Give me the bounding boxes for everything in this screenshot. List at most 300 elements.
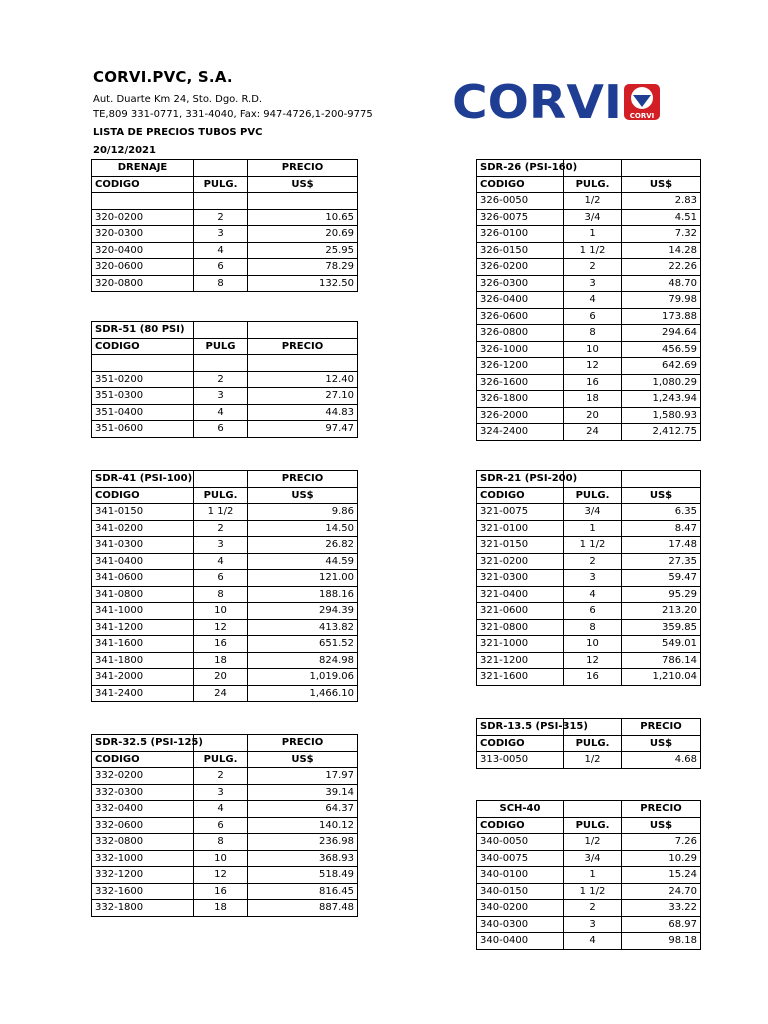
price-cell: 549.01 [622, 636, 701, 653]
price-cell: 1,210.04 [622, 669, 701, 686]
table-row [92, 570, 358, 587]
price-cell: 12.40 [248, 371, 358, 388]
price-cell: 824.98 [248, 652, 358, 669]
code-cell: 321-0150 [477, 537, 564, 554]
size-cell: 6 [194, 817, 248, 834]
price-cell: 26.82 [248, 537, 358, 554]
table-row [92, 404, 358, 421]
price-cell [248, 355, 358, 372]
size-cell: 20 [194, 669, 248, 686]
size-cell: 3 [194, 388, 248, 405]
table-header-row [477, 735, 701, 752]
code-cell: 351-0200 [92, 371, 194, 388]
column-header: CODIGO [477, 817, 564, 834]
price-cell: 4.51 [622, 209, 701, 226]
table-sch-40 [476, 800, 701, 950]
price-cell: 59.47 [622, 570, 701, 587]
price-cell: 20.69 [248, 226, 358, 243]
code-cell: 332-1800 [92, 900, 194, 917]
table-row [477, 586, 701, 603]
code-cell: 320-0300 [92, 226, 194, 243]
code-cell: 332-0400 [92, 801, 194, 818]
price-cell: 68.97 [622, 916, 701, 933]
size-cell: 12 [564, 652, 622, 669]
size-cell: 2 [194, 520, 248, 537]
column-header: US$ [622, 176, 701, 193]
table-row [92, 768, 358, 785]
column-header: CODIGO [92, 487, 194, 504]
code-cell: 326-1600 [477, 374, 564, 391]
code-cell: 341-2400 [92, 685, 194, 702]
corvi-badge-icon [624, 84, 660, 120]
size-cell: 1/2 [564, 834, 622, 851]
price-cell: 97.47 [248, 421, 358, 438]
price-cell: 48.70 [622, 275, 701, 292]
size-cell: 1 1/2 [564, 883, 622, 900]
table-title-cell: SDR-32.5 (PSI-125) [92, 735, 194, 752]
table-row [92, 520, 358, 537]
letterhead [93, 68, 373, 158]
column-header: US$ [248, 751, 358, 768]
table-row [92, 817, 358, 834]
table-title-row [92, 160, 358, 177]
size-cell: 2 [564, 259, 622, 276]
table-title-row [92, 322, 358, 339]
table-row [477, 292, 701, 309]
table-row [477, 424, 701, 441]
price-cell: 294.39 [248, 603, 358, 620]
table-row [477, 669, 701, 686]
price-cell: 140.12 [248, 817, 358, 834]
column-header: CODIGO [477, 176, 564, 193]
code-cell: 332-0200 [92, 768, 194, 785]
size-cell: 2 [564, 553, 622, 570]
table-row [92, 603, 358, 620]
column-header: PULG. [194, 487, 248, 504]
price-cell: 2,412.75 [622, 424, 701, 441]
table-row [92, 504, 358, 521]
code-cell: 332-0600 [92, 817, 194, 834]
price-cell: 359.85 [622, 619, 701, 636]
table-row [477, 537, 701, 554]
table-row [477, 603, 701, 620]
column-header: PULG. [564, 487, 622, 504]
company-address: Aut. Duarte Km 24, Sto. Dgo. R.D. [93, 94, 263, 105]
size-cell: 10 [194, 850, 248, 867]
price-cell: 132.50 [248, 275, 358, 292]
size-cell: 3 [194, 784, 248, 801]
size-cell: 4 [194, 404, 248, 421]
table-row [92, 388, 358, 405]
table-row [92, 636, 358, 653]
column-header: PULG. [194, 176, 248, 193]
size-cell: 4 [194, 801, 248, 818]
code-cell: 340-0150 [477, 883, 564, 900]
table-row [92, 801, 358, 818]
table-row [477, 883, 701, 900]
table-title-cell: PRECIO [248, 160, 358, 177]
column-header: PULG. [564, 735, 622, 752]
table-row [477, 193, 701, 210]
size-cell: 3 [564, 570, 622, 587]
table-row [477, 553, 701, 570]
price-cell [248, 193, 358, 210]
price-cell: 78.29 [248, 259, 358, 276]
code-cell: 332-1600 [92, 883, 194, 900]
size-cell: 10 [564, 636, 622, 653]
code-cell: 341-0600 [92, 570, 194, 587]
table-sdr-21 [476, 470, 701, 686]
table-row [92, 209, 358, 226]
table-title-cell [194, 322, 248, 339]
price-cell: 98.18 [622, 933, 701, 950]
table-header-row [477, 817, 701, 834]
size-cell: 10 [194, 603, 248, 620]
table-row [477, 226, 701, 243]
table-title-cell: PRECIO [622, 719, 701, 736]
code-cell: 340-0050 [477, 834, 564, 851]
code-cell: 340-0200 [477, 900, 564, 917]
price-cell: 651.52 [248, 636, 358, 653]
code-cell: 332-0800 [92, 834, 194, 851]
price-cell: 456.59 [622, 341, 701, 358]
column-header: US$ [622, 817, 701, 834]
code-cell: 326-0800 [477, 325, 564, 342]
code-cell: 326-2000 [477, 407, 564, 424]
table-row [477, 325, 701, 342]
code-cell: 321-1200 [477, 652, 564, 669]
table-row [92, 669, 358, 686]
company-phones: TE,809 331-0771, 331-4040, Fax: 947-4726,1-200-9775 [93, 109, 373, 120]
column-header: US$ [622, 735, 701, 752]
price-cell: 8.47 [622, 520, 701, 537]
code-cell: 341-0800 [92, 586, 194, 603]
table-row [92, 900, 358, 917]
size-cell: 6 [194, 259, 248, 276]
price-cell: 95.29 [622, 586, 701, 603]
price-cell: 7.26 [622, 834, 701, 851]
code-cell [92, 355, 194, 372]
size-cell: 24 [564, 424, 622, 441]
code-cell: 321-0300 [477, 570, 564, 587]
price-list-date: 20/12/2021 [93, 145, 156, 156]
table-sdr-26 [476, 159, 701, 441]
table-header-row [92, 487, 358, 504]
size-cell: 18 [194, 652, 248, 669]
code-cell [92, 193, 194, 210]
price-cell: 10.65 [248, 209, 358, 226]
size-cell: 20 [564, 407, 622, 424]
table-row [477, 636, 701, 653]
price-cell: 4.68 [622, 752, 701, 769]
table-sdr-41 [91, 470, 358, 702]
table-title-row [477, 719, 701, 736]
column-header: PULG. [564, 176, 622, 193]
size-cell: 3 [194, 537, 248, 554]
table-row [92, 242, 358, 259]
table-title-cell [622, 160, 701, 177]
code-cell: 341-1600 [92, 636, 194, 653]
price-cell: 413.82 [248, 619, 358, 636]
table-title-cell: DRENAJE [92, 160, 194, 177]
size-cell: 8 [194, 586, 248, 603]
table-title-cell: PRECIO [622, 801, 701, 818]
code-cell: 340-0100 [477, 867, 564, 884]
table-title-cell: SCH-40 [477, 801, 564, 818]
table-row [477, 520, 701, 537]
company-name: CORVI.PVC, S.A. [93, 68, 233, 86]
corvi-badge-text: CORVI [629, 112, 655, 120]
price-cell: 213.20 [622, 603, 701, 620]
size-cell: 8 [194, 275, 248, 292]
size-cell: 1 1/2 [194, 504, 248, 521]
table-row [477, 242, 701, 259]
price-cell: 33.22 [622, 900, 701, 917]
table-row [477, 308, 701, 325]
table-drenaje [91, 159, 358, 292]
size-cell: 2 [194, 768, 248, 785]
table-row [92, 850, 358, 867]
table-row [92, 553, 358, 570]
code-cell: 341-1200 [92, 619, 194, 636]
price-cell: 10.29 [622, 850, 701, 867]
size-cell: 3 [194, 226, 248, 243]
code-cell: 321-0600 [477, 603, 564, 620]
code-cell: 326-0075 [477, 209, 564, 226]
code-cell: 321-1600 [477, 669, 564, 686]
price-cell: 14.28 [622, 242, 701, 259]
size-cell: 3 [564, 916, 622, 933]
table-title-cell [564, 801, 622, 818]
price-cell: 1,080.29 [622, 374, 701, 391]
size-cell: 8 [564, 619, 622, 636]
table-title-cell [248, 322, 358, 339]
code-cell: 340-0300 [477, 916, 564, 933]
price-cell: 64.37 [248, 801, 358, 818]
price-cell: 2.83 [622, 193, 701, 210]
table-title-cell: SDR-21 (PSI-200) [477, 471, 564, 488]
column-header: CODIGO [477, 487, 564, 504]
table-row [92, 537, 358, 554]
price-cell: 6.35 [622, 504, 701, 521]
code-cell: 351-0400 [92, 404, 194, 421]
table-row [92, 586, 358, 603]
code-cell: 321-0100 [477, 520, 564, 537]
size-cell: 12 [564, 358, 622, 375]
price-cell: 15.24 [622, 867, 701, 884]
table-row [477, 752, 701, 769]
size-cell: 1 1/2 [564, 537, 622, 554]
table-row [477, 850, 701, 867]
code-cell: 351-0600 [92, 421, 194, 438]
table-header-row [92, 176, 358, 193]
table-row [477, 834, 701, 851]
code-cell: 324-2400 [477, 424, 564, 441]
table-row [92, 834, 358, 851]
price-cell: 188.16 [248, 586, 358, 603]
price-cell: 9.86 [248, 504, 358, 521]
table-title-cell: PRECIO [248, 471, 358, 488]
code-cell: 326-0050 [477, 193, 564, 210]
size-cell: 1/2 [564, 752, 622, 769]
table-header-row [92, 751, 358, 768]
column-header: US$ [622, 487, 701, 504]
table-row [477, 341, 701, 358]
table-row [477, 619, 701, 636]
table-title-cell: PRECIO [248, 735, 358, 752]
size-cell [194, 193, 248, 210]
table-row [92, 371, 358, 388]
column-header: US$ [248, 487, 358, 504]
table-sdr-13-5 [476, 718, 701, 769]
size-cell: 2 [194, 209, 248, 226]
code-cell: 320-0200 [92, 209, 194, 226]
price-cell: 17.97 [248, 768, 358, 785]
price-cell: 1,466.10 [248, 685, 358, 702]
table-title-cell [194, 160, 248, 177]
code-cell: 321-0400 [477, 586, 564, 603]
table-row [92, 784, 358, 801]
size-cell: 4 [564, 586, 622, 603]
code-cell: 320-0400 [92, 242, 194, 259]
table-title-row [477, 801, 701, 818]
code-cell: 340-0400 [477, 933, 564, 950]
code-cell: 341-1800 [92, 652, 194, 669]
table-row [92, 867, 358, 884]
table-title-row [477, 160, 701, 177]
price-cell: 39.14 [248, 784, 358, 801]
column-header: CODIGO [477, 735, 564, 752]
column-header: PULG. [194, 751, 248, 768]
code-cell: 341-0400 [92, 553, 194, 570]
table-row [92, 685, 358, 702]
code-cell: 326-0300 [477, 275, 564, 292]
size-cell: 3/4 [564, 209, 622, 226]
code-cell: 326-0400 [477, 292, 564, 309]
code-cell: 326-1800 [477, 391, 564, 408]
size-cell: 16 [564, 374, 622, 391]
code-cell: 320-0800 [92, 275, 194, 292]
size-cell: 16 [194, 636, 248, 653]
size-cell: 10 [564, 341, 622, 358]
price-cell: 786.14 [622, 652, 701, 669]
code-cell: 321-0200 [477, 553, 564, 570]
size-cell: 6 [564, 603, 622, 620]
code-cell: 326-1200 [477, 358, 564, 375]
code-cell: 326-0150 [477, 242, 564, 259]
table-title-row [477, 471, 701, 488]
table-row [92, 275, 358, 292]
size-cell: 12 [194, 619, 248, 636]
price-cell: 368.93 [248, 850, 358, 867]
code-cell: 321-0075 [477, 504, 564, 521]
table-row [477, 900, 701, 917]
price-cell: 17.48 [622, 537, 701, 554]
size-cell: 16 [194, 883, 248, 900]
table-row [477, 916, 701, 933]
size-cell: 4 [194, 242, 248, 259]
code-cell: 326-0100 [477, 226, 564, 243]
column-header: CODIGO [92, 751, 194, 768]
code-cell: 313-0050 [477, 752, 564, 769]
table-title-cell: SDR-51 (80 PSI) [92, 322, 194, 339]
column-header: PULG [194, 338, 248, 355]
code-cell: 321-0800 [477, 619, 564, 636]
code-cell: 326-0200 [477, 259, 564, 276]
size-cell: 18 [194, 900, 248, 917]
code-cell: 332-0300 [92, 784, 194, 801]
size-cell: 2 [194, 371, 248, 388]
size-cell [194, 355, 248, 372]
size-cell: 16 [564, 669, 622, 686]
price-cell: 44.59 [248, 553, 358, 570]
code-cell: 340-0075 [477, 850, 564, 867]
size-cell: 12 [194, 867, 248, 884]
price-cell: 14.50 [248, 520, 358, 537]
table-sdr-32-5 [91, 734, 358, 917]
table-row [92, 421, 358, 438]
table-row [477, 259, 701, 276]
code-cell: 326-0600 [477, 308, 564, 325]
table-row [477, 275, 701, 292]
price-list-title: LISTA DE PRECIOS TUBOS PVC [93, 127, 263, 138]
column-header: CODIGO [92, 176, 194, 193]
table-row [477, 867, 701, 884]
size-cell: 4 [564, 933, 622, 950]
size-cell: 6 [194, 570, 248, 587]
table-title-cell [194, 471, 248, 488]
table-title-cell: SDR-13.5 (PSI-315) [477, 719, 564, 736]
price-cell: 1,019.06 [248, 669, 358, 686]
code-cell: 320-0600 [92, 259, 194, 276]
table-row [477, 652, 701, 669]
table-row [92, 883, 358, 900]
column-header: CODIGO [92, 338, 194, 355]
size-cell: 24 [194, 685, 248, 702]
price-cell: 44.83 [248, 404, 358, 421]
table-row [477, 570, 701, 587]
price-cell: 236.98 [248, 834, 358, 851]
code-cell: 341-0300 [92, 537, 194, 554]
price-cell: 25.95 [248, 242, 358, 259]
size-cell: 3/4 [564, 504, 622, 521]
table-row [92, 619, 358, 636]
table-row [477, 504, 701, 521]
code-cell: 341-0150 [92, 504, 194, 521]
code-cell: 332-1200 [92, 867, 194, 884]
size-cell: 3 [564, 275, 622, 292]
price-cell: 518.49 [248, 867, 358, 884]
code-cell: 326-1000 [477, 341, 564, 358]
table-row [92, 355, 358, 372]
size-cell: 1 [564, 520, 622, 537]
code-cell: 341-0200 [92, 520, 194, 537]
price-cell: 887.48 [248, 900, 358, 917]
size-cell: 18 [564, 391, 622, 408]
code-cell: 341-2000 [92, 669, 194, 686]
table-row [92, 652, 358, 669]
table-header-row [477, 487, 701, 504]
table-header-row [477, 176, 701, 193]
size-cell: 8 [564, 325, 622, 342]
price-cell: 173.88 [622, 308, 701, 325]
column-header: US$ [248, 176, 358, 193]
price-cell: 1,580.93 [622, 407, 701, 424]
price-cell: 22.26 [622, 259, 701, 276]
code-cell: 332-1000 [92, 850, 194, 867]
size-cell: 2 [564, 900, 622, 917]
table-title-row [92, 735, 358, 752]
